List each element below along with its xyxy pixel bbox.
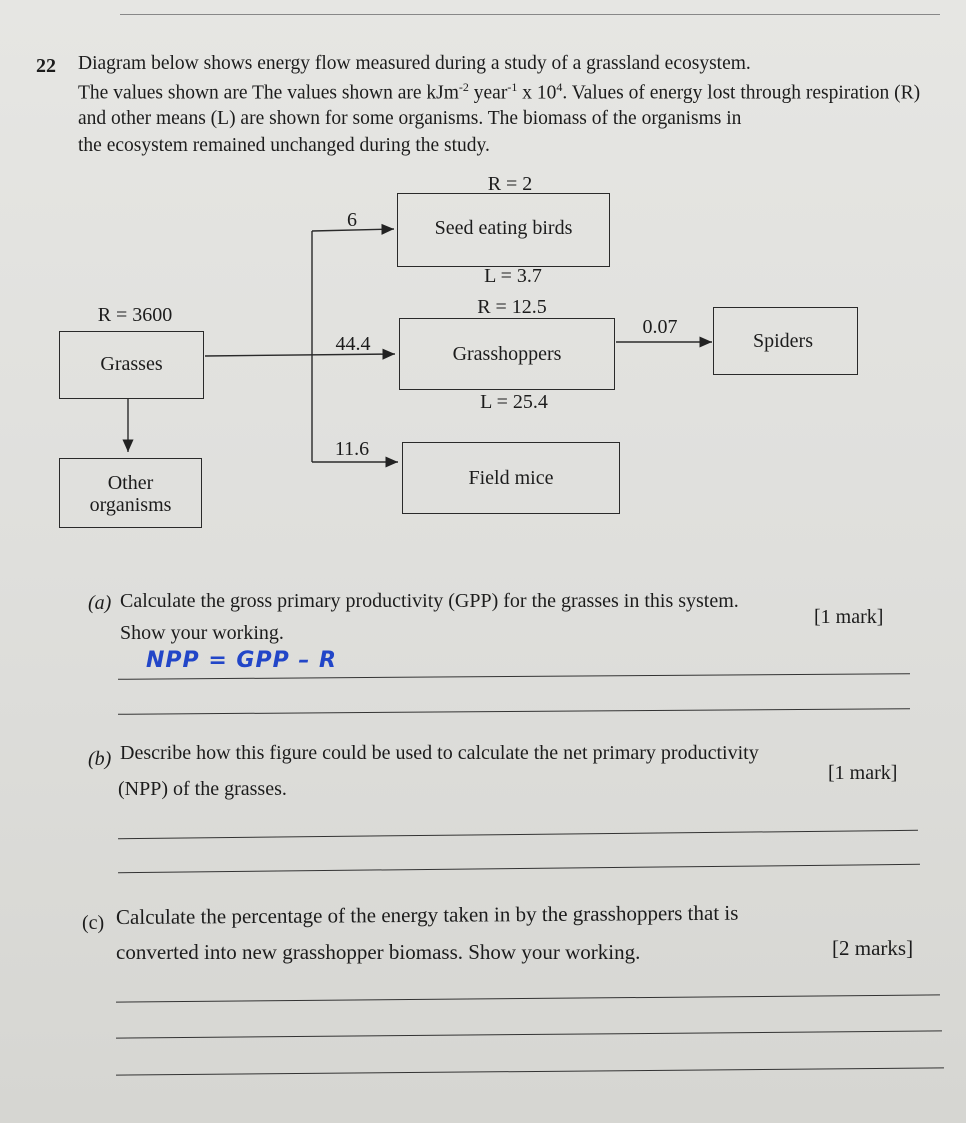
question-intro-line2: The values shown are The values shown are kJm$^{-2}$ year$^{-1}$ x $10^4$. Values of energy lost through respiration (R) (78, 80, 921, 104)
part-b-tag: (b) (88, 748, 112, 770)
birds-flow: 6 (347, 209, 357, 231)
question-intro-line1: Diagram below shows energy flow measured during a study of a grassland ecosystem. (78, 53, 751, 74)
part-c-marks: [2 marks] (832, 936, 914, 960)
grasshoppers-respiration: R = 12.5 (477, 296, 547, 318)
other-organisms-label-2: organisms (89, 494, 172, 516)
grasshoppers-label: Grasshoppers (452, 343, 562, 365)
field-mice-label: Field mice (468, 467, 554, 489)
seed-eating-birds-label: Seed eating birds (434, 217, 573, 239)
birds-loss: L = 3.7 (484, 265, 542, 287)
part-c-tag: (c) (82, 912, 105, 934)
spiders-flow: 0.07 (642, 316, 678, 338)
grasshoppers-flow: 44.4 (335, 333, 371, 355)
part-b-marks: [1 mark] (828, 762, 898, 784)
grasses-label: Grasses (100, 353, 163, 375)
grasshoppers-loss: L = 25.4 (480, 391, 548, 413)
question-intro-line3: and other means (L) are shown for some organisms. The biomass of the organisms in (78, 108, 742, 129)
spiders-label: Spiders (753, 330, 813, 352)
part-a-marks: [1 mark] (814, 606, 884, 628)
other-organisms-label-1: Other (107, 472, 154, 494)
mice-flow: 11.6 (334, 438, 370, 460)
birds-respiration: R = 2 (487, 173, 533, 195)
part-a-text-1: Calculate the gross primary productivity (GPP) for the grasses in this system. (120, 590, 739, 612)
part-a-handwritten-answer: NPP = GPP – R (146, 648, 337, 673)
part-a-tag: (a) (88, 592, 112, 614)
question-number: 22 (36, 55, 56, 77)
grasses-respiration: R = 3600 (97, 304, 173, 326)
part-a-text-2: Show your working. (120, 622, 284, 644)
part-c-text-1: Calculate the percentage of the energy taken in by the grasshoppers that is (115, 900, 739, 929)
question-intro-line4: the ecosystem remained unchanged during the study. (78, 135, 490, 156)
part-b-text-1: Describe how this figure could be used to calculate the net primary productivity (120, 742, 759, 764)
part-c-text-2: converted into new grasshopper biomass. Show your working. (116, 940, 641, 964)
part-b-text-2: (NPP) of the grasses. (118, 778, 287, 800)
